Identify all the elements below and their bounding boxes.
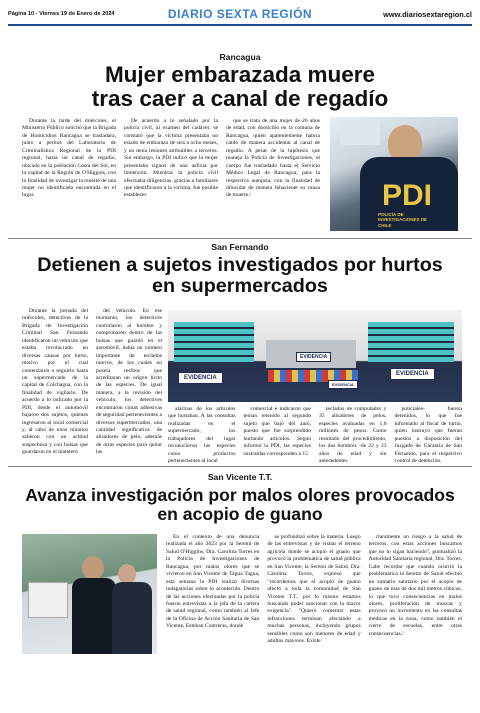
article3-photo: [22, 534, 157, 654]
masthead: DIARIO SEXTA REGIÓN: [167, 7, 313, 21]
article1-title-line1: Mujer embarazada muere: [104, 62, 376, 87]
article3-col3: claramente un riesgo a la salud de terceros, con estas acciones buscamos que no lo sigan haciendo", puntualizó la Autoridad Sanitaria regional, Dra. Torres. Cabe recordar que cuando ocurrió la problemática la Seremi de Salud efectuó un sumario sanitario por el acopio de guano de más de dos mil metros cúbicos, lo que tuvo consecuencias en malos olores, proliferación de moscas y provocó un incremento en las consultas médicas en la zona, como también el cierre de escuelas, entre otras consecuencias./: [368, 534, 462, 637]
article2-title-line1: Detienen a sujetos investigados por hurtos: [37, 254, 443, 276]
article2-col6: policiales- fueron detenidos, lo que fue informado al fiscal de turno, quien instruyó que fueran puestos a disposición del Juzgado de Garantía de San Fernando, para el respectivo control de detención.: [394, 406, 462, 465]
article2-col2: del vehículo. En ese momento, los detectives controlaron al hombre y comprobaron dentro de las bolsas que guardó en el automóvil, había un número importante de teclados nuevos, de los cuales no poseía recibos que acreditaran un origen lícito de las especies. De igual manera, a la revisión del vehículo, los detectives encontraron cintas adhesivas de seguridad pertenecientes a diversos supermercados, una cantidad significativa de alisadores de pelo, además de otras especies para quitar las: [96, 308, 162, 456]
evidence-label-4: EVIDENCIA: [328, 380, 358, 389]
pdi-vest-text: PDI: [382, 179, 433, 212]
article1-body: [22, 118, 320, 233]
article1-col1: Durante la tarde del miércoles, el Ministerio Público solicitó que la Brigada de Homicidios Rancagua se trasladara, junto a peritos del Laboratorio de Criminalística Regional de la PDI regional, hasta un canal de regadío, ubicado en la población Costa del Sol, en la capital de la Región de O'Higgins, con la finalidad de investigar la muerte de una mujer no identificada encontrada en el lugar.: [22, 118, 116, 199]
official-1-jacket: [72, 578, 116, 654]
article1-photo: [330, 117, 458, 231]
article2-body-right: [168, 406, 462, 465]
official-2-head: [118, 564, 136, 584]
article2-body-left: [22, 308, 162, 458]
article2-kicker: San Fernando: [211, 242, 269, 252]
article2-col4: comercial e indicaron que tenían retenido al segundo sujeto que bajó del auto, puesto que fue sorprendido hurtando artículos. Según informó la PDI, las especies sustraídas corresponden a 15: [243, 406, 311, 457]
official-1-head: [82, 556, 104, 580]
article2-title-line2: en supermercados: [152, 275, 328, 298]
article1-kicker: Rancagua: [219, 52, 261, 62]
article3-col2: se profundizó sobre la materia. Luego de las entrevistas y de visitar el terreno agrícola donde se acopió el guano que provocó la problemática de salud pública en San Vicente, la Seremi de Salud, Dra. Carolina Torres, expresó que "recordemos que el acopio de guano afectó a toda la comunidad de San Vicente T.T., por lo mismo estamos buscando poder sancionar con la mayor exigencia". "Quiero comentar estas infracciones terminan afectando a muchas personas, incluyendo grupos sensibles como son menores de edad y adultos mayores. Existe: [267, 534, 361, 645]
official-2-jacket: [112, 582, 152, 654]
divider-1: [8, 238, 472, 239]
pdi-vest-subtext: POLICÍA DE INVESTIGACIONES DE CHILE: [378, 212, 428, 228]
article3-title-line2: en acopio de guano: [157, 504, 323, 524]
article1-col3: que se trata de una mujer de 26 años de edad, con domicilio en la comuna de Rancagua, quien aparentemente habría caído de manera accidental al canal de regadío. A pesar de la hipótesis que maneja la Policía de Investigaciones, el cuerpo fue trasladado hasta el Servicio Médico Legal de Rancagua, para la respectiva autopsia, con la finalidad de dilucidar de manera fehaciente su causa de muerte./: [226, 118, 320, 199]
evidence-label-2: EVIDENCIA: [296, 352, 331, 362]
article2-col5: teclados de computador y 35 alisadores de pelos, especies avaluadas en 1,6 millones de pesos. Como resultado del procedimiento, los dos hombres -de 22 y 33 años de edad y sin antecedentes: [319, 406, 387, 465]
evidence-label-3: EVIDENCIA: [390, 368, 435, 380]
divider-2: [8, 466, 472, 467]
article3-title-line1: Avanza investigación por malos olores provocados: [25, 485, 455, 505]
website-link[interactable]: www.diariosextaregion.cl: [383, 9, 472, 19]
officer-head: [388, 125, 422, 161]
article3-kicker: San Vicente T.T.: [207, 472, 273, 482]
article3-body: [166, 534, 462, 656]
page-header: [8, 4, 472, 26]
article3-title: [0, 486, 480, 524]
article3-col1: En el contexto de una denuncia realizada el año 2023 por la Seremi de Salud O'Higgins, Dra. Carolina Torres en la Policía de Investigaciones de Rancagua, por malos olores que se vivieron en San Vicente de Tagua Tagua, esta semana la PDI realizó diversas indagatorias sobre lo acontecido. Dentro de las acciones efectuadas por la policía fueron entrevistas a la jefa de la cartera de salud regional, como también al Jefe de la Oficina de Acción Sanitaria de San Vicente, Esteban Contreras, donde: [166, 534, 260, 630]
building-window: [340, 119, 380, 145]
article2-photo: [168, 310, 462, 402]
keyboard-stack-right: [368, 322, 454, 362]
evidence-label-1: EVIDENCIA: [178, 372, 223, 384]
white-vehicle: [28, 582, 68, 618]
article2-col3: alarmas de los artículos que hurtaban. A las consultas realizadas en el supermercado, los trabajadores del lugar reconocieron las especies como productos pertenecientes al local: [168, 406, 236, 465]
article1-title-line2: tras caer a canal de regadío: [91, 86, 389, 112]
page-info: Página 10 - Viernes 19 de Enero de 2024: [8, 11, 115, 17]
article1-title: [0, 63, 480, 112]
keyboard-stack-left: [174, 322, 254, 362]
article2-col1: Durante la jornada del miércoles, detectives de la Brigada de Investigación Criminal San Fernando identificaron un vehículo que estaba involucrado en diversas causas por hurto, motivo por el cual comenzaron a seguirlo hasta un supermercado de la capital de Colchagua, con la finalidad de vigilarlo. De acuerdo a lo indicado por la PDI, desde el automóvil bajaron dos sujetos, quienes ingresaron al local comercial y, al cabo de unos minutos salieron con un actitud sospechosa y con bolsas que guardaron en el maletero: [22, 308, 88, 456]
article2-title: [0, 255, 480, 298]
article1-col2: De acuerdo a lo señalado por la policía civil, al examen del cadáver, se constató que la víctima presentaba un estado de embarazo de seis a ocho meses, y no tenía lesiones atribuibles a terceros. Sin embargo, la PDI indicó que la mujer presentaba signos de una asfixia por inmersión. Mientras la policía civil efectuaba diligencias, gracias a familiares que identificaron a la víctima, fue posible establecer: [124, 118, 218, 199]
